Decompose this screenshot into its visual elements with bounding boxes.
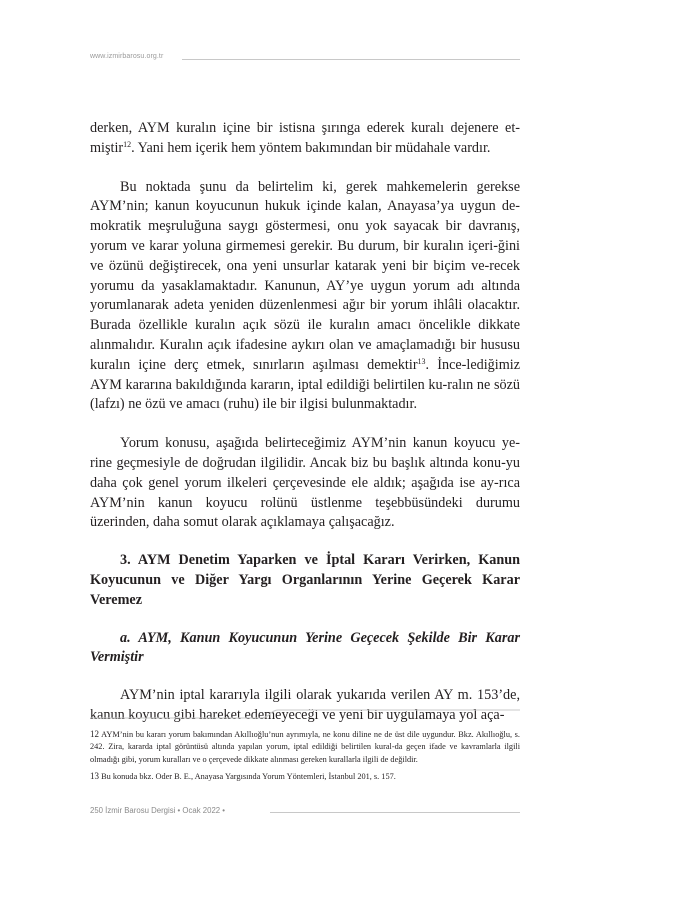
paragraph-4: AYM’nin iptal kararıyla ilgili olarak yukarıda verilen AY m. 153’de, kanun koyucu gibi hareket edemeyeceği ve yeni bir uygulamaya yol aça-	[90, 687, 520, 723]
footnotes	[90, 728, 520, 787]
body-text	[90, 119, 520, 726]
header-url[interactable]: www.izmirbarosu.org.tr	[90, 53, 164, 60]
section-heading-3: 3. AYM Denetim Yaparken ve İptal Kararı Verirken, Kanun Koyucunun ve Diğer Yargı Organlarının Yerine Geçerek Karar Veremez	[90, 552, 520, 608]
paragraph-2	[90, 178, 520, 416]
footnote-number: 13	[90, 770, 99, 781]
footnote-12	[90, 728, 520, 766]
footnote-13	[90, 770, 520, 783]
subsection-heading-a: a. AYM, Kanun Koyucunun Yerine Geçecek Şekilde Bir Karar Vermiştir	[90, 629, 520, 666]
paragraph-2-text-b: . İnce-lediğimiz AYM kararına bakıldığında kararın, iptal edildiği belirtilen ku-ralın ne sözü (lafzı) ne özü ve amacı (ruhu) ile bir ilgisi bulunmaktadır.	[90, 356, 520, 413]
page-header	[90, 51, 520, 67]
paragraph-1-text-b: . Yani hem içerik hem yöntem bakımından bir müdahale vardır.	[131, 139, 491, 156]
footnote-text: AYM’nin bu kararı yorum bakımından Akıllıoğlu’nun ayrımıyla, ne konu diline ne de üst dile uygundur. Bkz. Akıllıoğlu, s. 242. Zira, kararda iptal görüntüsü altında yapılan yorum, iptal edildiği belirtilen kural-da geçen ifade ve kavramlarla ilgili olmadığı gibi, yorum kuralları ve o çerçevede dikkate alınması gereken kurallarla ilgili de değildir.	[90, 730, 520, 764]
footer-page-info: 250 İzmir Barosu Dergisi • Ocak 2022 •	[90, 806, 226, 815]
paragraph-2-text-a: Bu noktada şunu da belirtelim ki, gerek mahkemelerin gerekse AYM’nin; kanun koyucunun hukuk içinde kalan, Anayasa’ya uygun de-mokratik meşruluğuna saygı göstermesi, onu yok sayacak bir davranış, yorum ve karar yoluna girmemesi gerekir. Bu durum, bir kuralın içeri-ğini ve özünü değiştirecek, ona yeni unsurlar katarak yeni bir biçim ve-recek yorumu da yasaklamaktadır. Kanunun, AY’ye uygun yorum adı altında yorumlanarak adeta yeniden düzenlenmesi ağır bir yorum ihlâli olacaktır. Burada özellikle kuralın açık sözü ile kuralın amacı öncelikle dikkate alınmalıdır. Kuralın açık ifadesine aykırı olan ve amaçlamadığı bir hususu kuralın içine derç etmek, sınırların aşılması demektir	[90, 178, 520, 373]
paragraph-1	[90, 119, 520, 159]
header-rule	[182, 59, 520, 60]
footnote-number: 12	[90, 729, 99, 739]
footer-rule	[270, 812, 520, 813]
paragraph-3: Yorum konusu, aşağıda belirteceğimiz AYM’nin kanun koyucu ye-rine geçmesiyle de doğrudan ilgilidir. Ancak biz bu başlık altında konu-yu daha çok genel yorum ilkeleri çerçevesinde ele aldık; aşağıda ise ay-rıca AYM’nin kanun koyucu rolünü üstlenme teşebbüsündeki durumu üzerinden, daha somut olarak açıklamaya çalışacağız.	[90, 435, 520, 531]
footnote-text: Bu konuda bkz. Oder B. E., Anayasa Yargısında Yorum Yöntemleri, İstanbul 201, s. 157.	[101, 771, 396, 781]
footnote-separator	[90, 709, 520, 721]
page-footer	[90, 806, 520, 820]
paragraph-1-text-a: derken, AYM kuralın içine bir istisna şırınga ederek kuralı dejenere et-miştir	[90, 120, 520, 156]
footnote-ref-13[interactable]: 13	[417, 356, 426, 366]
footnote-ref-12[interactable]: 12	[123, 139, 132, 149]
